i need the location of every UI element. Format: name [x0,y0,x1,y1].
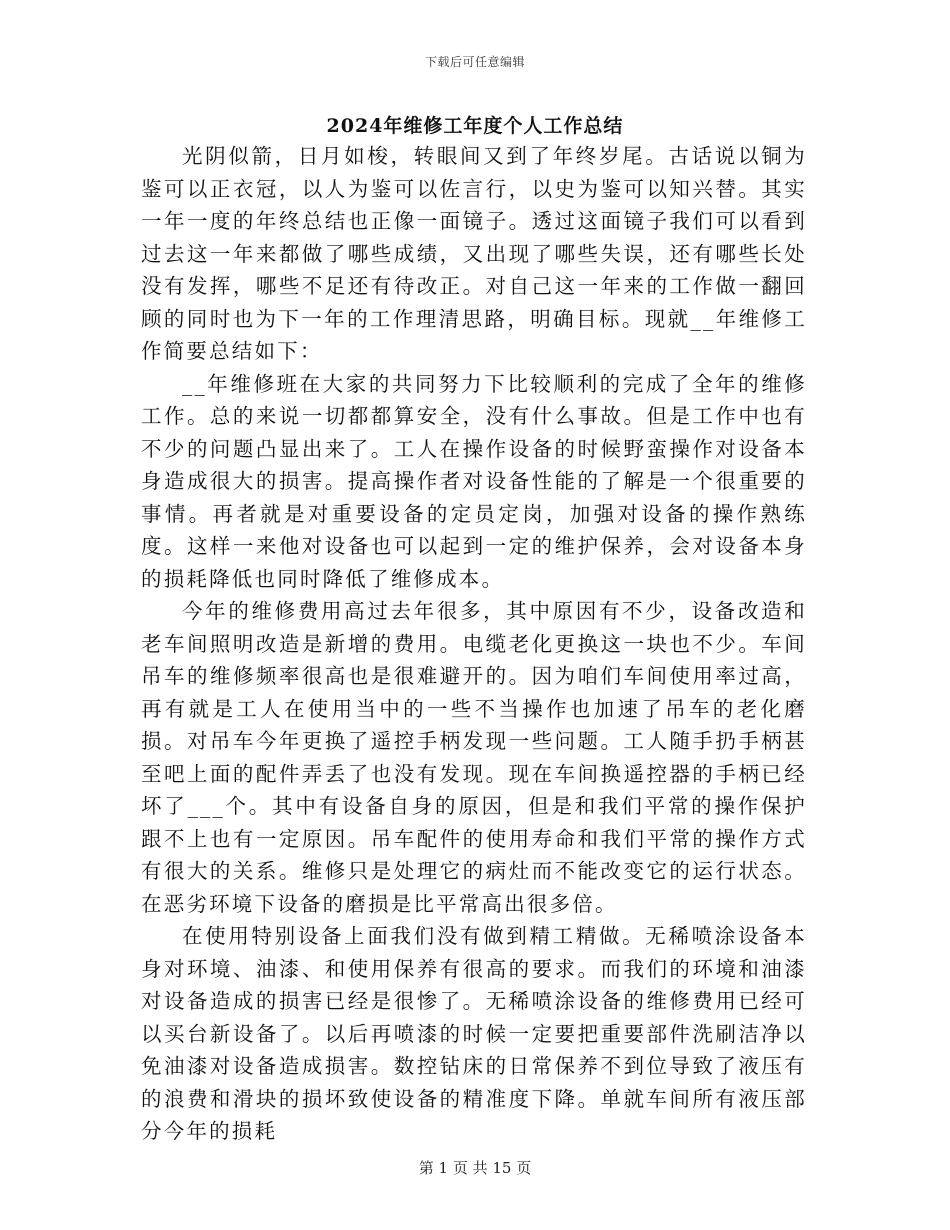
paragraph-maintenance-overview: __年维修班在大家的共同努力下比较顺利的完成了全年的维修工作。总的来说一切都都算安全，没有什么事故。但是工作中也有不少的问题凸显出来了。工人在操作设备的时候野蛮操作对设备本身造成很大的损害。提高操作者对设备性能的了解是一个很重要的事情。再者就是对重要设备的定员定岗，加强对设备的操作熟练度。这样一来他对设备也可以起到一定的维护保养，会对设备本身的损耗降低也同时降低了维修成本。 [141,371,807,591]
paragraph-special-equipment: 在使用特别设备上面我们没有做到精工精做。无稀喷涂设备本身对环境、油漆、和使用保养有很高的要求。而我们的环境和油漆对设备造成的损害已经是很惨了。无稀喷涂设备的维修费用已经可以买台新设备了。以后再喷漆的时候一定要把重要部件洗刷洁净以免油漆对设备造成损害。数控钻床的日常保养不到位导致了液压有的浪费和滑块的损坏致使设备的精准度下降。单就车间所有液压部分今年的损耗 [141,924,807,1143]
document-title: 2024年维修工年度个人工作总结 [326,115,624,137]
document-body [141,140,807,1148]
paragraph-maintenance-costs: 今年的维修费用高过去年很多，其中原因有不少，设备改造和老车间照明改造是新增的费用。电缆老化更换这一块也不少。车间吊车的维修频率很高也是很难避开的。因为咱们车间使用率过高，再有就是工人在使用当中的一些不当操作也加速了吊车的老化磨损。对吊车今年更换了遥控手柄发现一些问题。工人随手扔手柄甚至吧上面的配件弄丢了也没有发现。现在车间换遥控器的手柄已经坏了___个。其中有设备自身的原因，但是和我们平常的操作保护跟不上也有一定原因。吊车配件的使用寿命和我们平常的操作方式有很大的关系。维修只是处理它的病灶而不能改变它的运行状态。在恶劣环境下设备的磨损是比平常高出很多倍。 [141,599,807,916]
paragraph-intro: 光阴似箭，日月如梭，转眼间又到了年终岁尾。古话说以铜为鉴可以正衣冠，以人为鉴可以佐言行，以史为鉴可以知兴替。其实一年一度的年终总结也正像一面镜子。透过这面镜子我们可以看到过去这一年来都做了哪些成绩，又出现了哪些失误，还有哪些长处没有发挥，哪些不足还有待改正。对自己这一年来的工作做一翻回顾的同时也为下一年的工作理清思路，明确目标。现就__年维修工作简要总结如下： [141,144,807,363]
header-note: 下载后可任意编辑 [424,55,525,69]
page-number-footer: 第 1 页 共 15 页 [418,1159,532,1177]
